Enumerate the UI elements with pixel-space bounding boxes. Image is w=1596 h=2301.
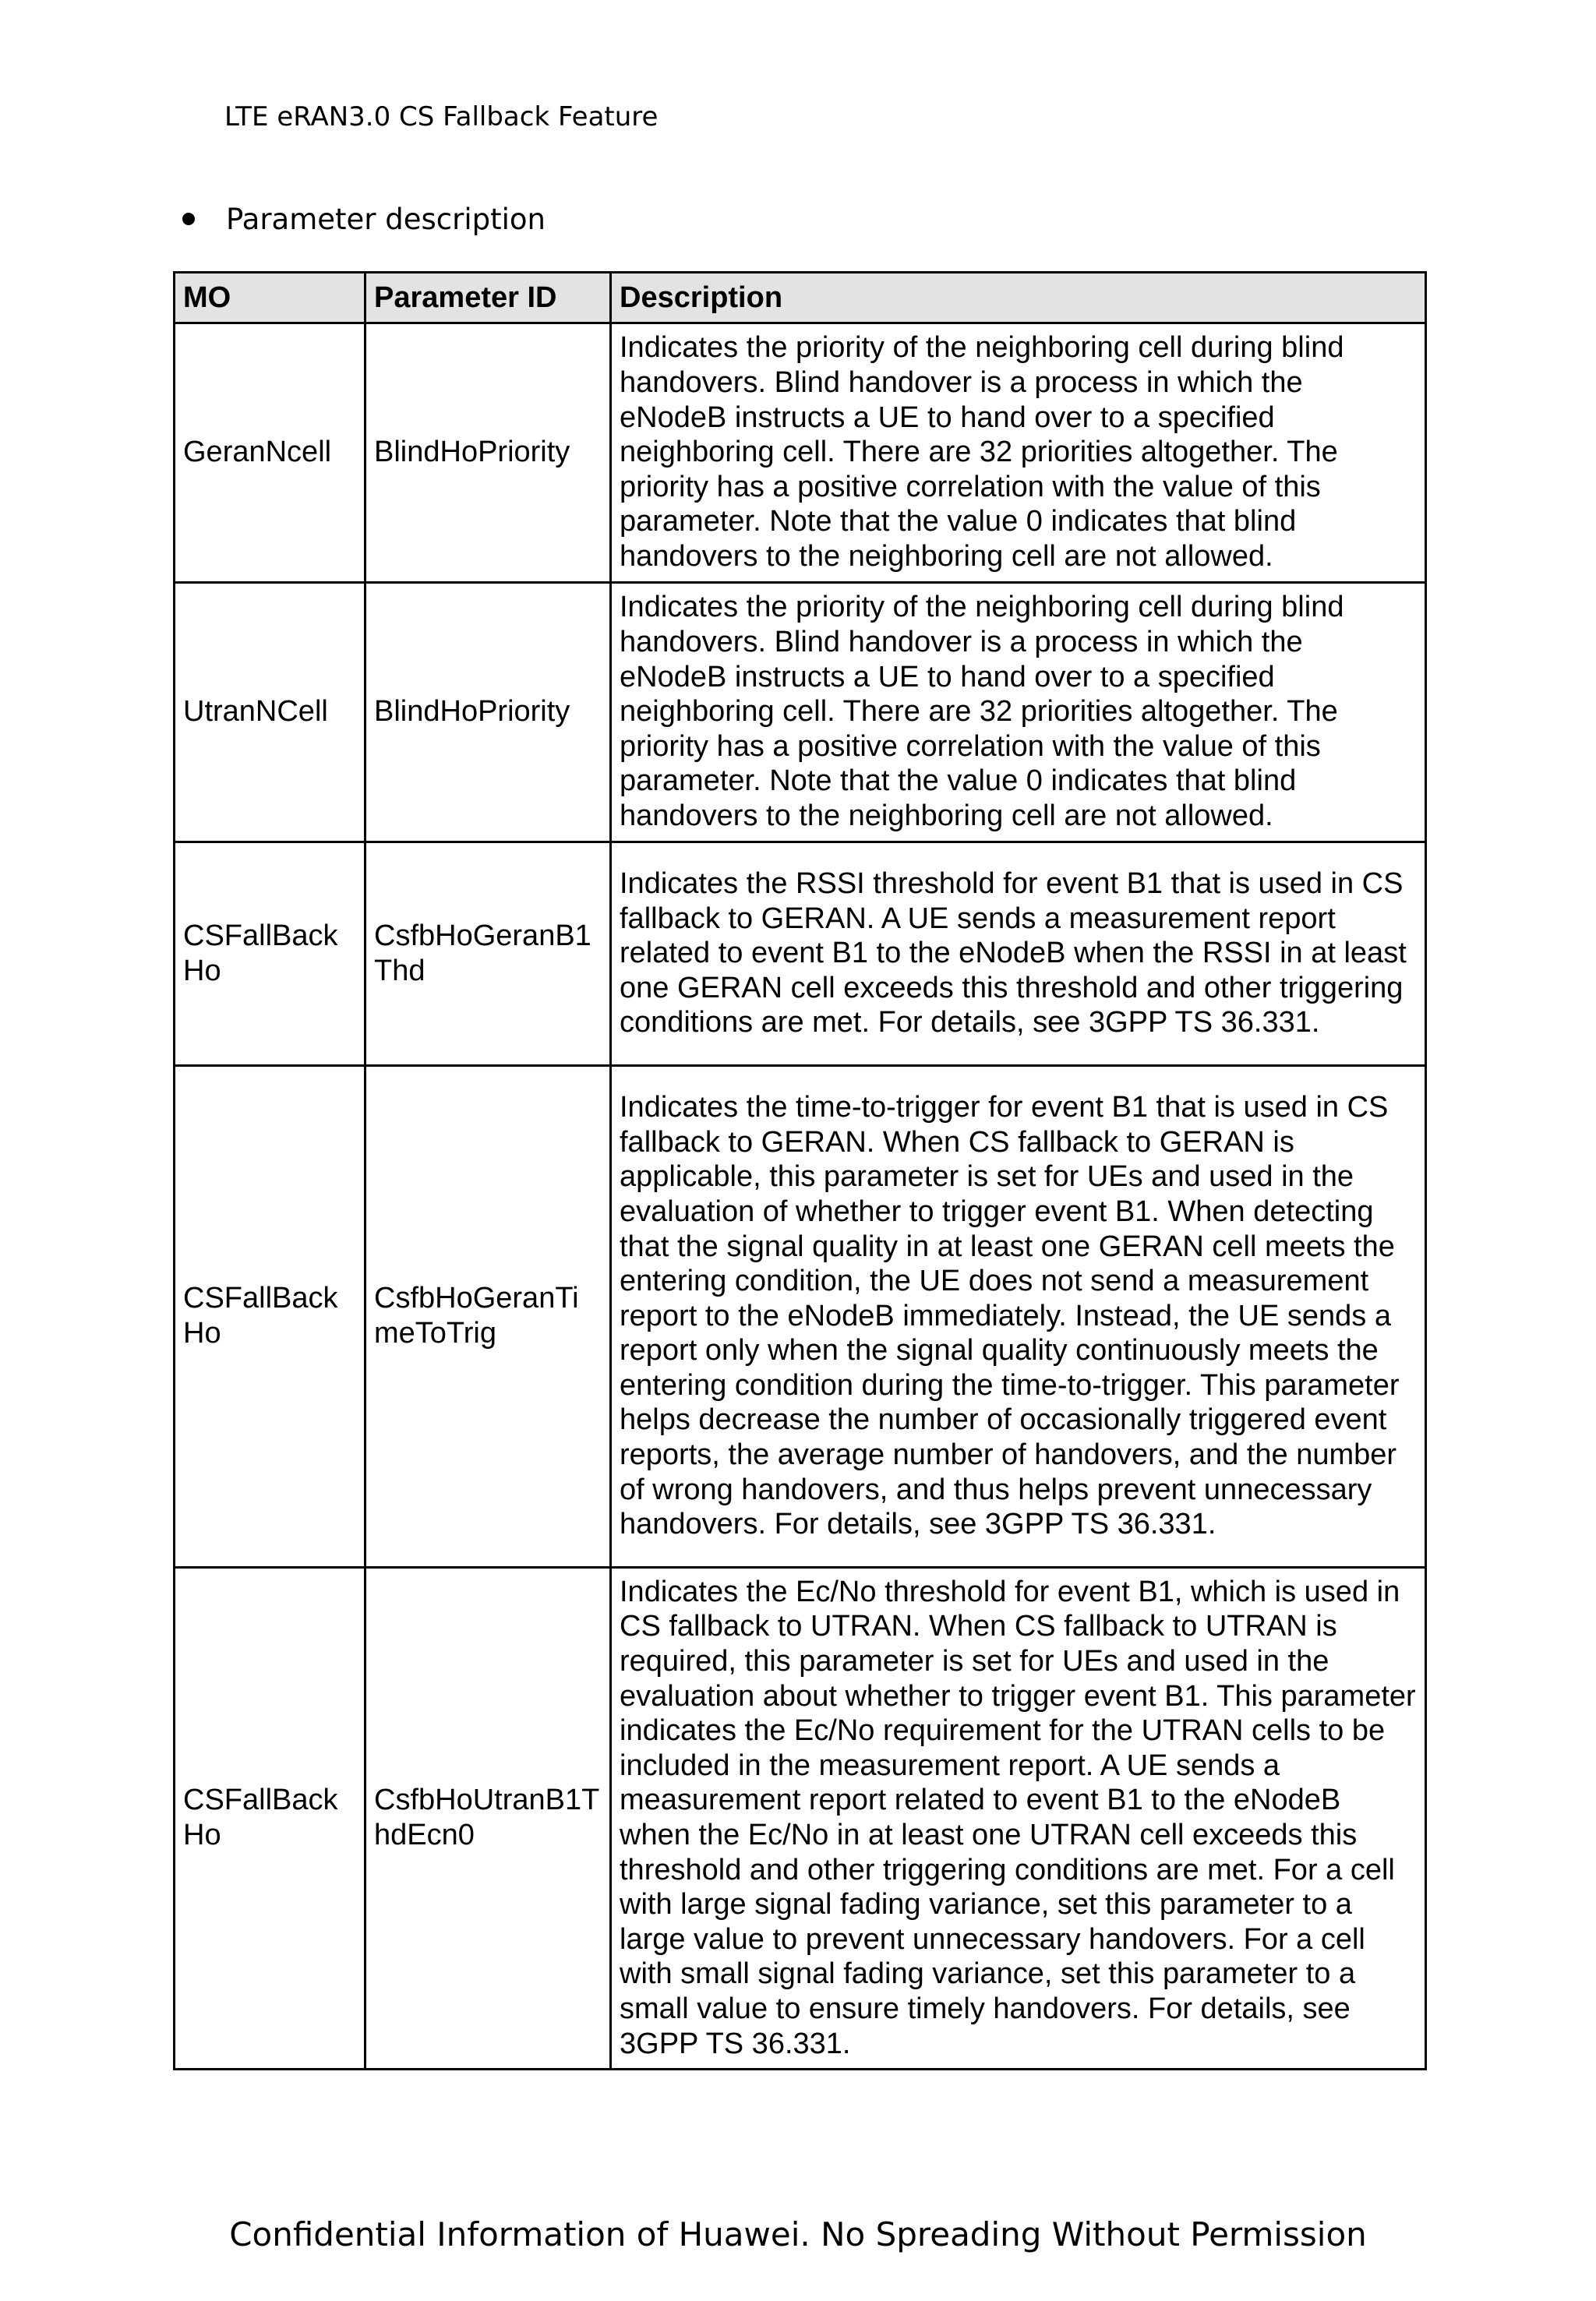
cell-mo: UtranNCell xyxy=(175,583,365,842)
cell-description: Indicates the time-to-trigger for event B1 that is used in CS fallback to GERAN. When CS fallback to GERAN is applicable, this parameter is set for UEs and used in the evaluation of whether to trigger event B1. When detecting that the signal quality in at least one GERAN cell meets the entering condition, the UE does not send a measurement report to the eNodeB immediately. Instead, the UE sends a report only when the signal quality continuously meets the entering condition during the time-to-trigger. This parameter helps decrease the number of occasionally triggered event reports, the average number of handovers, and the number of wrong handovers, and thus helps prevent unnecessary handovers. For details, see 3GPP TS 36.331. xyxy=(611,1066,1426,1568)
confidentiality-footer: Confidential Information of Huawei. No Spreading Without Permission xyxy=(229,2215,1367,2253)
cell-description: Indicates the Ec/No threshold for event B1, which is used in CS fallback to UTRAN. When CS fallback to UTRAN is required, this parameter is set for UEs and used in the evaluation about whether to trigger event B1. This parameter indicates the Ec/No requirement for the UTRAN cells to be included in the measurement report. A UE sends a measurement report related to event B1 to the eNodeB when the Ec/No in at least one UTRAN cell exceeds this threshold and other triggering conditions are met. For a cell with large signal fading variance, set this parameter to a large value to prevent unnecessary handovers. For a cell with small signal fading variance, set this parameter to a small value to ensure timely handovers. For details, see 3GPP TS 36.331. xyxy=(611,1568,1426,2070)
cell-description: Indicates the priority of the neighboring cell during blind handovers. Blind handover is a process in which the eNodeB instructs a UE to hand over to a specified neighboring cell. There are 32 priorities altogether. The priority has a positive correlation with the value of this parameter. Note that the value 0 indicates that blind handovers to the neighboring cell are not allowed. xyxy=(611,323,1426,583)
table-row xyxy=(175,1568,1426,2070)
column-header-mo: MO xyxy=(175,273,365,323)
cell-mo: GeranNcell xyxy=(175,323,365,583)
section-bullet xyxy=(181,202,546,236)
table-row xyxy=(175,842,1426,1066)
cell-mo: CSFallBackHo xyxy=(175,842,365,1066)
cell-parameter-id: BlindHoPriority xyxy=(365,323,611,583)
section-label: Parameter description xyxy=(226,202,546,236)
cell-mo: CSFallBackHo xyxy=(175,1066,365,1568)
cell-mo: CSFallBackHo xyxy=(175,1568,365,2070)
table-row xyxy=(175,323,1426,583)
column-header-parameter-id: Parameter ID xyxy=(365,273,611,323)
column-header-description: Description xyxy=(611,273,1426,323)
table-row xyxy=(175,583,1426,842)
cell-parameter-id: CsfbHoUtranB1ThdEcn0 xyxy=(365,1568,611,2070)
cell-parameter-id: CsfbHoGeranB1Thd xyxy=(365,842,611,1066)
cell-parameter-id: BlindHoPriority xyxy=(365,583,611,842)
table-row xyxy=(175,1066,1426,1568)
parameter-table xyxy=(173,271,1427,2070)
cell-parameter-id: CsfbHoGeranTimeToTrig xyxy=(365,1066,611,1568)
cell-description: Indicates the RSSI threshold for event B1 that is used in CS fallback to GERAN. A UE sends a measurement report related to event B1 to the eNodeB when the RSSI in at least one GERAN cell exceeds this threshold and other triggering conditions are met. For details, see 3GPP TS 36.331. xyxy=(611,842,1426,1066)
document-header: LTE eRAN3.0 CS Fallback Feature xyxy=(224,101,659,132)
cell-description: Indicates the priority of the neighboring cell during blind handovers. Blind handover is a process in which the eNodeB instructs a UE to hand over to a specified neighboring cell. There are 32 priorities altogether. The priority has a positive correlation with the value of this parameter. Note that the value 0 indicates that blind handovers to the neighboring cell are not allowed. xyxy=(611,583,1426,842)
table-header-row xyxy=(175,273,1426,323)
bullet-dot-icon xyxy=(182,213,195,225)
